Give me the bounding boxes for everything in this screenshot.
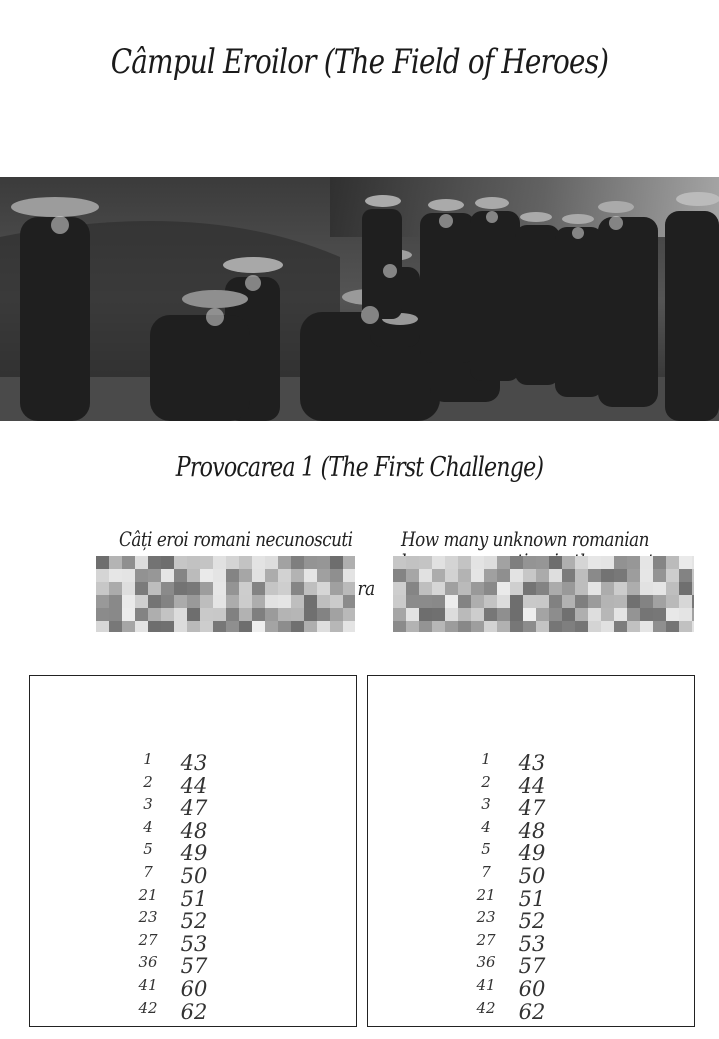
- number-column-2: [176, 752, 212, 1023]
- number-entry: 62: [180, 999, 208, 1024]
- number-entry: 57: [518, 954, 546, 979]
- number-entry: 51: [518, 886, 546, 911]
- number-entry: 53: [518, 931, 546, 956]
- number-entry: 5: [143, 840, 153, 859]
- number-entry: 4: [143, 817, 153, 836]
- number-entry: 49: [180, 841, 208, 866]
- number-entry: 48: [180, 818, 208, 843]
- question-romanian-text: Câți eroi romani necunoscuti: [119, 527, 353, 551]
- soldiers-photo: [0, 177, 719, 421]
- number-entry: 47: [518, 796, 546, 821]
- number-entry: 4: [481, 817, 491, 836]
- number-entry: 23: [476, 908, 496, 927]
- question-english: How many unknown romanian: [401, 527, 649, 551]
- number-entry: 7: [481, 862, 491, 881]
- number-entry: 50: [518, 863, 546, 888]
- number-entry: 53: [180, 931, 208, 956]
- number-entry: 42: [138, 998, 158, 1017]
- number-entry: 41: [138, 975, 158, 994]
- number-entry: 57: [180, 954, 208, 979]
- number-entry: 52: [180, 909, 208, 934]
- number-entry: 51: [180, 886, 208, 911]
- number-entry: 52: [518, 909, 546, 934]
- number-entry: 41: [476, 975, 496, 994]
- number-entry: 50: [180, 863, 208, 888]
- number-entry: 2: [481, 772, 491, 791]
- answer-box-right: [367, 675, 695, 1027]
- number-entry: 1: [481, 750, 491, 768]
- number-entry: 7: [143, 862, 153, 881]
- number-entry: 44: [518, 773, 546, 798]
- number-entry: 27: [476, 930, 496, 949]
- number-column-1: [476, 748, 496, 1019]
- number-entry: 42: [476, 998, 496, 1017]
- number-entry: 23: [138, 908, 158, 927]
- number-entry: 1: [143, 750, 153, 768]
- pixelated-redaction-pattern: [96, 556, 355, 632]
- number-column-2: [514, 752, 550, 1023]
- pixelated-redaction: [393, 556, 694, 632]
- number-entry: 5: [481, 840, 491, 859]
- number-entry: 2: [143, 772, 153, 791]
- number-entry: 3: [143, 795, 153, 814]
- number-entry: 60: [180, 976, 208, 1001]
- challenge-heading: Provocarea 1 (The First Challenge): [175, 452, 544, 483]
- answer-box-left: [29, 675, 357, 1027]
- pixelated-redaction-pattern: [393, 556, 694, 632]
- page-title: Câmpul Eroilor (The Field of Heroes): [110, 42, 609, 82]
- pixelated-redaction: [96, 556, 355, 632]
- number-column-1: [138, 748, 158, 1019]
- number-entry: 36: [476, 953, 496, 972]
- number-entry: 3: [481, 795, 491, 814]
- number-entry: 60: [518, 976, 546, 1001]
- number-entry: 27: [138, 930, 158, 949]
- number-entry: 21: [476, 885, 496, 904]
- number-entry: 62: [518, 999, 546, 1024]
- number-entry: 44: [180, 773, 208, 798]
- question-romanian-tail: ra: [357, 576, 375, 600]
- number-entry: 48: [518, 818, 546, 843]
- number-entry: 43: [180, 751, 208, 775]
- number-entry: 21: [138, 885, 158, 904]
- number-entry: 49: [518, 841, 546, 866]
- number-entry: 43: [518, 751, 546, 775]
- number-entry: 47: [180, 796, 208, 821]
- number-entry: 36: [138, 953, 158, 972]
